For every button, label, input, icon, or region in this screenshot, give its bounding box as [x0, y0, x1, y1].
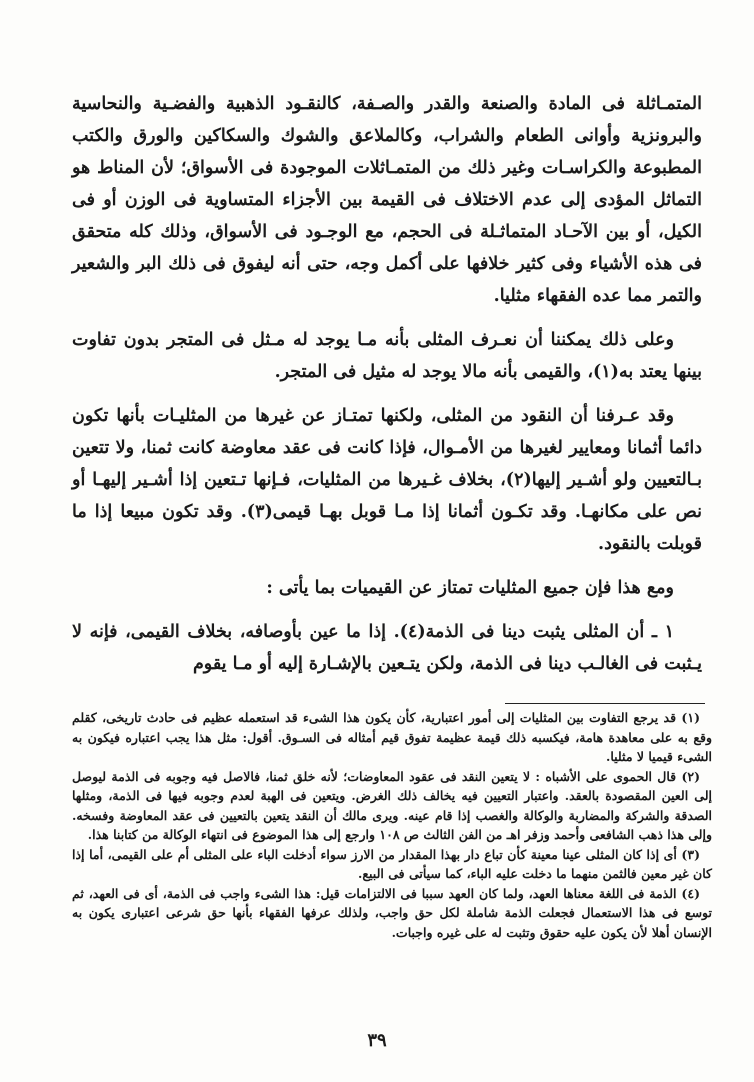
- footnote-2: (٢) قال الحموى على الأشباه : لا يتعين النقد فى عقود المعاوضات؛ لأنه خلق ثمنا، فالاصل فيه وجوبه فى الذمة ليوصل إلى العين المقصودة بالعقد. واعتبار التعيين فيه يخالف ذلك الغرض. ويتعين فى الهبة لعدم وجوبه فيها فى الذمة، ومثلها الصدقة والشركة والمضاربة والوكالة والغصب إذا قام عينه. ويرى مالك أن النقد يتعين بالتعيين فى عقد المعاوضة وفسخه. وإلى هذا ذهب الشافعى وأحمد وزفر اهـ من الفن الثالث ص ١٠٨ وارجع إلى هذا الموضوع فى انتهاء الوكالة من كتابنا هذا.: [72, 768, 712, 842]
- footnote-1: (١) قد يرجع التفاوت بين المثليات إلى أمور اعتبارية، كأن يكون هذا الشىء قد استعمله عظيم فى حادث تاريخى، كقلم وقع به على معاهدة هامة، فيكسبه ذلك قيمة عظيمة تفوق قيم أمثاله فى السـوق. أقول: مثل هذا يجب اعتباره فيكون به الشىء قيميا لا مثليا.: [72, 710, 712, 764]
- body-paragraph-2: وعلى ذلك يمكننا أن نعـرف المثلى بأنه مـا يوجد له مـثل فى المتجر بدون تفاوت بينها يعتد به(١)، والقيمى بأنه مالا يوجد له مثيل فى المتجر.: [72, 330, 702, 382]
- main-body-text: [72, 88, 702, 680]
- footnote-3: (٣) أى إذا كان المثلى عينا معينة كأن تباع دار بهذا المقدار من الارز سواء أدخلت الباء على المثلى أم على القيمى، أما إذا كان غير معين فالثمن منهما ما دخلت عليه الباء، كما سيأتى فى البيع.: [72, 846, 712, 881]
- footnote-divider: [505, 703, 705, 704]
- page-number: ٣٩: [367, 1030, 387, 1051]
- body-paragraph-5: ١ ـ أن المثلى يثبت دينا فى الذمة(٤). إذا ما عين بأوصافه، بخلاف القيمى، فإنه لا يـثبت فى الغالـب دينا فى الذمة، ولكن يتـعين بالإشـارة إليه أو مـا يقوم: [72, 622, 702, 674]
- body-paragraph-1: المتمـاثلة فى المادة والصنعة والقدر والصـفة، كالنقـود الذهبية والفضـية والنحاسية والبرونزية وأوانى الطعام والشراب، وكالملاعق والشوك والسكاكين والورق والكتب المطبوعة والكراسـات وغير ذلك من المتمـاثلات الموجودة فى الأسواق؛ لأن المناط هو التماثل المؤدى إلى عدم الاختلاف فى القيمة بين الأجزاء المتساوية فى الوزن أو فى الكيل، أو بين الآحـاد المتماثـلة فى الحجم، مع الوجـود فى الأسواق، وذلك كله متحقق فى هذه الأشياء وفى كثير خلافها على أكمل وجه، حتى أنه ليفوق فى ذلك البر والشعير والتمر مما عده الفقهاء مثليا.: [72, 94, 702, 306]
- footnote-4: (٤) الذمة فى اللغة معناها العهد، ولما كان العهد سببا فى الالتزامات قيل: هذا الشىء واجب فى الذمة، أى فى العهد، ثم توسع فى هذا الاستعمال فجعلت الذمة شاملة لكل حق واجب، ولذلك عرفها الفقهاء بأنها حق شرعى اعتبارى يكون به الإنسان أهلا لأن يكون عليه حقوق وتثبت له على غيره واجبات.: [72, 885, 712, 940]
- body-paragraph-4: ومع هذا فإن جميع المثليات تمتاز عن القيميات بما يأتى :: [266, 578, 674, 598]
- footnotes-section: [72, 708, 712, 942]
- body-paragraph-3: وقد عـرفنا أن النقود من المثلى، ولكنها تمتـاز عن غيرها من المثليـات بأنها تكون دائما أثمانا ومعايير لغيرها من الأمـوال، فإذا كانت فى عقد معاوضة كانت ثمنا، ولا تتعين بـالتعيين ولو أشـير إليها(٢)، بخلاف غـيرها من المثليات، فـإنها تـتعين إذا أشـير إليهـا أو نص على مكانهـا. وقد تكـون أثمانا إذا مـا قوبل بهـا قيمى(٣). وقد تكون مبيعا إذا ما قوبلت بالنقود.: [72, 406, 702, 554]
